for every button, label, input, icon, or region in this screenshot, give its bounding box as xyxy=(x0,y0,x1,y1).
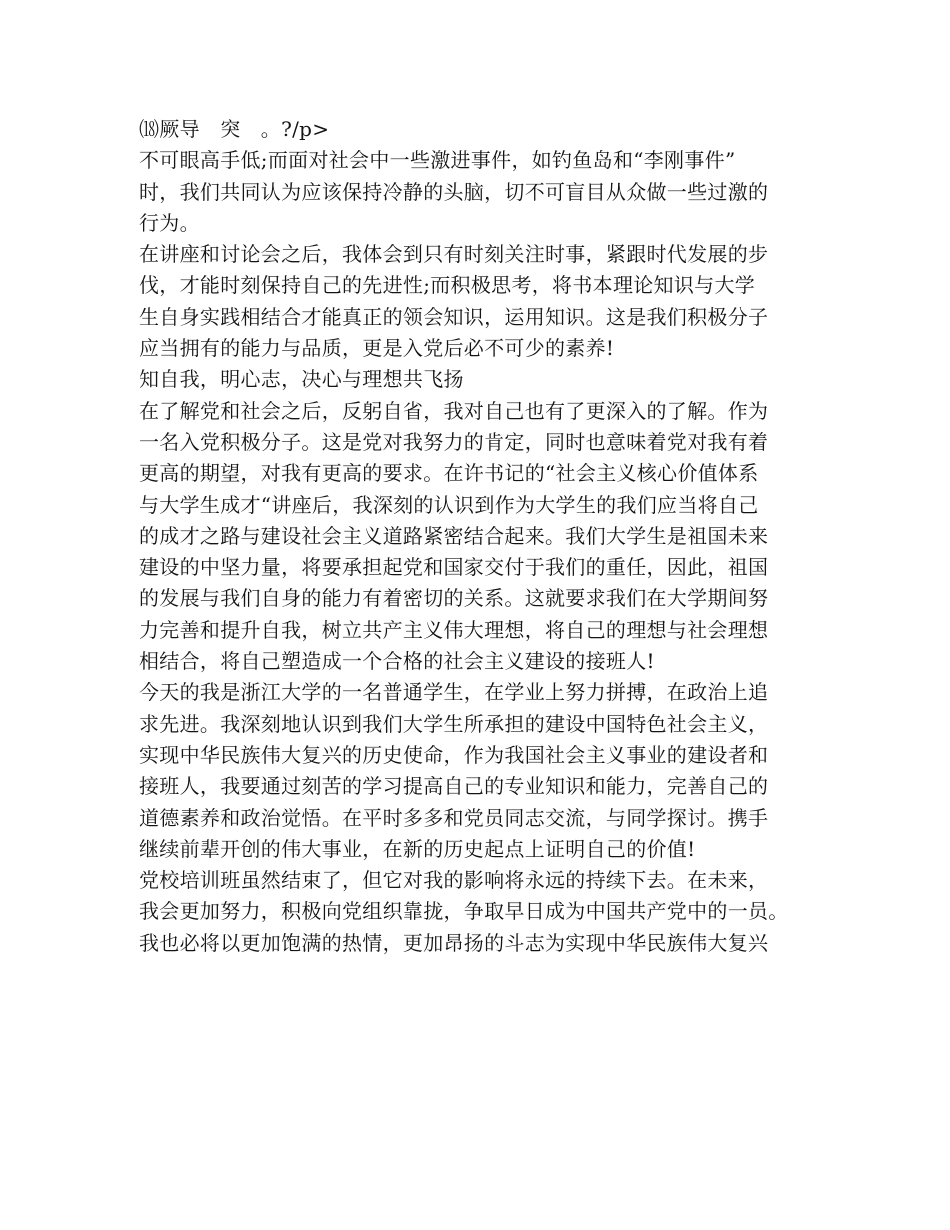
text-line-7: 生自身实践相结合才能真正的领会知识，运用知识。这是我们积极分子 xyxy=(139,304,769,329)
text-line-24: 继续前辈开创的伟大事业，在新的历史起点上证明自己的价值! xyxy=(139,836,696,861)
text-line-11: 一名入党积极分子。这是党对我努力的肯定，同时也意味着党对我有着 xyxy=(139,429,769,454)
text-line-6: 伐，才能时刻保持自己的先进性;而积极思考，将书本理论知识与大学 xyxy=(139,273,756,298)
text-line-25: 党校培训班虽然结束了，但它对我的影响将永远的持续下去。在未来， xyxy=(139,868,769,893)
text-line-1: ⒅厥导 突 。?/p> xyxy=(139,117,330,141)
document-body xyxy=(139,114,819,959)
section-heading: 知自我，明心志，决心与理想共飞扬 xyxy=(139,367,464,392)
text-line-4: 行为。 xyxy=(139,210,200,235)
text-line-13: 与大学生成才“讲座后，我深刻的认识到作为大学生的我们应当将自己 xyxy=(139,492,759,517)
text-line-2: 不可眼高手低;而面对社会中一些激进事件，如钓鱼岛和“李刚事件” xyxy=(139,148,736,173)
text-line-17: 力完善和提升自我，树立共产主义伟大理想，将自己的理想与社会理想 xyxy=(139,617,769,642)
text-line-3: 时，我们共同认为应该保持冷静的头脑，切不可盲目从众做一些过激的 xyxy=(139,179,769,204)
text-line-26: 我会更加努力，积极向党组织靠拢，争取早日成为中国共产党中的一员。 xyxy=(139,899,789,924)
text-line-18: 相结合，将自己塑造成一个合格的社会主义建设的接班人! xyxy=(139,649,655,674)
text-line-21: 实现中华民族伟大复兴的历史使命，作为我国社会主义事业的建设者和 xyxy=(139,742,769,767)
text-line-12: 更高的期望，对我有更高的要求。在许书记的“社会主义核心价值体系 xyxy=(139,461,759,486)
text-line-27: 我也必将以更加饱满的热情，更加昂扬的斗志为实现中华民族伟大复兴 xyxy=(139,930,769,955)
text-line-20: 求先进。我深刻地认识到我们大学生所承担的建设中国特色社会主义， xyxy=(139,711,769,736)
text-line-22: 接班人，我要通过刻苦的学习提高自己的专业知识和能力，完善自己的 xyxy=(139,774,769,799)
text-line-16: 的发展与我们自身的能力有着密切的关系。这就要求我们在大学期间努 xyxy=(139,586,769,611)
text-line-23: 道德素养和政治觉悟。在平时多多和党员同志交流，与同学探讨。携手 xyxy=(139,805,769,830)
text-line-10: 在了解党和社会之后，反躬自省，我对自己也有了更深入的了解。作为 xyxy=(139,398,769,423)
text-line-19: 今天的我是浙江大学的一名普通学生，在学业上努力拼搏，在政治上追 xyxy=(139,680,769,705)
text-line-15: 建设的中坚力量，将要承担起党和国家交付于我们的重任，因此，祖国 xyxy=(139,555,769,580)
text-line-14: 的成才之路与建设社会主义道路紧密结合起来。我们大学生是祖国未来 xyxy=(139,523,769,548)
text-line-5: 在讲座和讨论会之后，我体会到只有时刻关注时事，紧跟时代发展的步 xyxy=(139,242,769,267)
text-line-8: 应当拥有的能力与品质，更是入党后必不可少的素养! xyxy=(139,336,615,361)
